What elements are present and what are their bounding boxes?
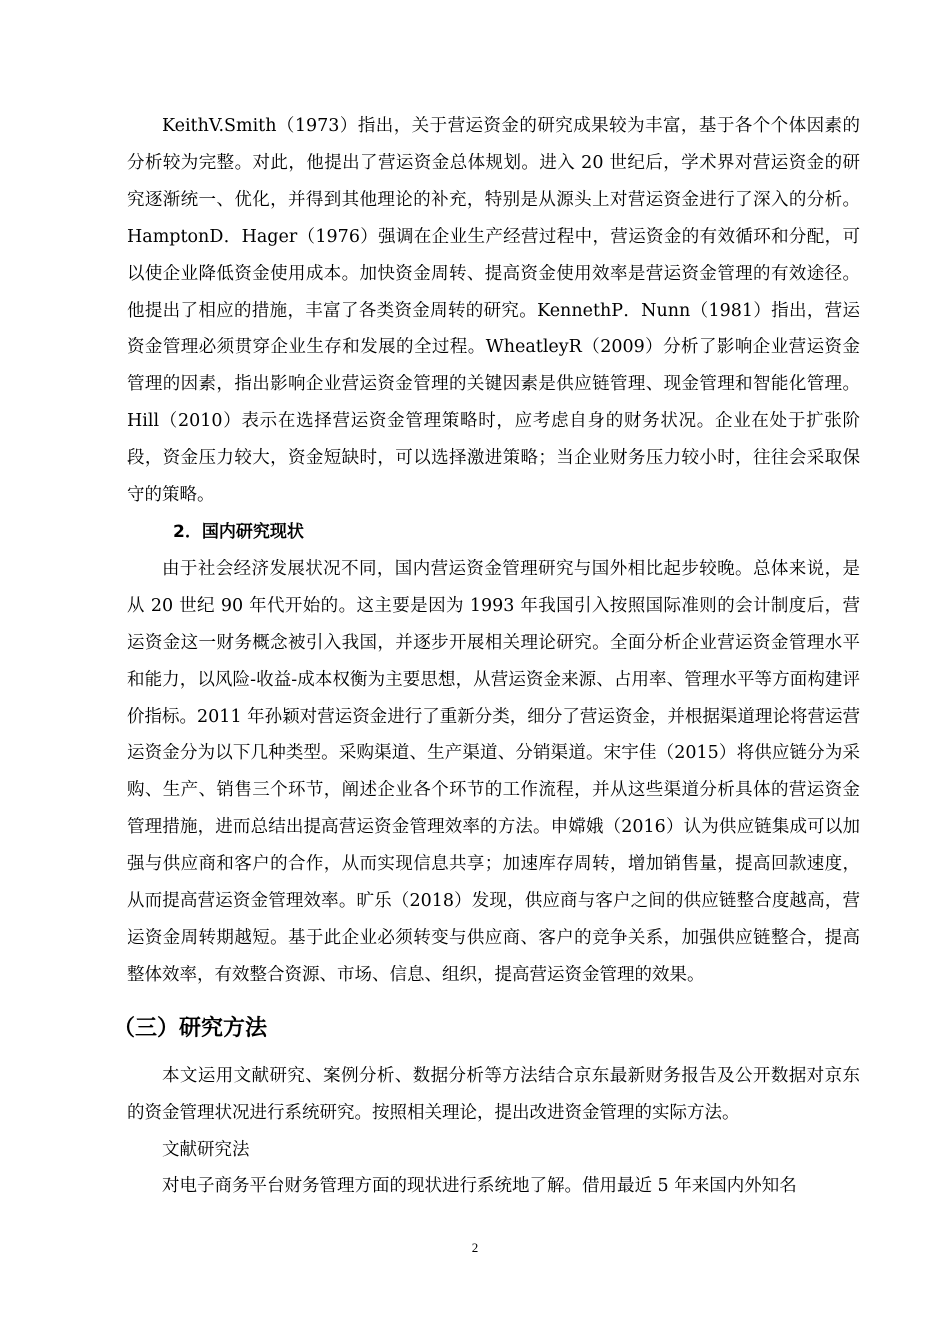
- domestic-research-paragraph: 由于社会经济发展状况不同，国内营运资金管理研究与国外相比起步较晚。总体来说，是从 20 世纪 90 年代开始的。这主要是因为 1993 年我国引入按照国际准则的会计制度后，营运资金这一财务概念被引入我国，并逐步开展相关理论研究。全面分析企业营运资金管理水平和能力，以风险-收益-成本权衡为主要思想，从营运资金来源、占用率、管理水平等方面构建评价指标。2011 年孙颖对营运资金进行了重新分类，细分了营运资金，并根据渠道理论将营运营运资金分为以下几种类型。采购渠道、生产渠道、分销渠道。宋宇佳（2015）将供应链分为采购、生产、销售三个环节，阐述企业各个环节的工作流程，并从这些渠道分析具体的营运资金管理措施，进而总结出提高营运资金管理效率的方法。申嫦娥（2016）认为供应链集成可以加强与供应商和客户的合作，从而实现信息共享；加速库存周转，增加销售量，提高回款速度，从而提高营运资金管理效率。旷乐（2018）发现，供应商与客户之间的供应链整合度越高，营运资金周转期越短。基于此企业必须转变与供应商、客户的竞争关系，加强供应链整合，提高整体效率，有效整合资源、市场、信息、组织，提高营运资金管理的效果。: [127, 558, 860, 985]
- page-number: 2: [471, 1240, 479, 1255]
- literature-method-paragraph: 对电子商务平台财务管理方面的现状进行系统地了解。借用最近 5 年来国内外知名: [162, 1176, 797, 1197]
- document-page: [113, 108, 860, 1205]
- research-methods-heading: （三）研究方法: [113, 1015, 268, 1041]
- literature-method-label: 文献研究法: [162, 1139, 250, 1160]
- methods-intro-paragraph: 本文运用文献研究、案例分析、数据分析等方法结合京东最新财务报告及公开数据对京东的资金管理状况进行系统研究。按照相关理论，提出改进资金管理的实际方法。: [127, 1065, 860, 1123]
- foreign-research-paragraph: KeithV.Smith（1973）指出，关于营运资金的研究成果较为丰富，基于各个个体因素的分析较为完整。对此，他提出了营运资金总体规划。进入 20 世纪后，学术界对营运资金的研究逐渐统一、优化，并得到其他理论的补充，特别是从源头上对营运资金进行了深入的分析。HamptonD．Hager（1976）强调在企业生产经营过程中，营运资金的有效循环和分配，可以使企业降低资金使用成本。加快资金周转、提高资金使用效率是营运资金管理的有效途径。他提出了相应的措施，丰富了各类资金周转的研究。KennethP．Nunn（1981）指出，营运资金管理必须贯穿企业生存和发展的全过程。WheatleyR（2009）分析了影响企业营运资金管理的因素，指出影响企业营运资金管理的关键因素是供应链管理、现金管理和智能化管理。Hill（2010）表示在选择营运资金管理策略时，应考虑自身的财务状况。企业在处于扩张阶段，资金压力较大，资金短缺时，可以选择激进策略；当企业财务压力较小时，往往会采取保守的策略。: [127, 116, 860, 506]
- domestic-research-heading: 2．国内研究现状: [173, 521, 304, 542]
